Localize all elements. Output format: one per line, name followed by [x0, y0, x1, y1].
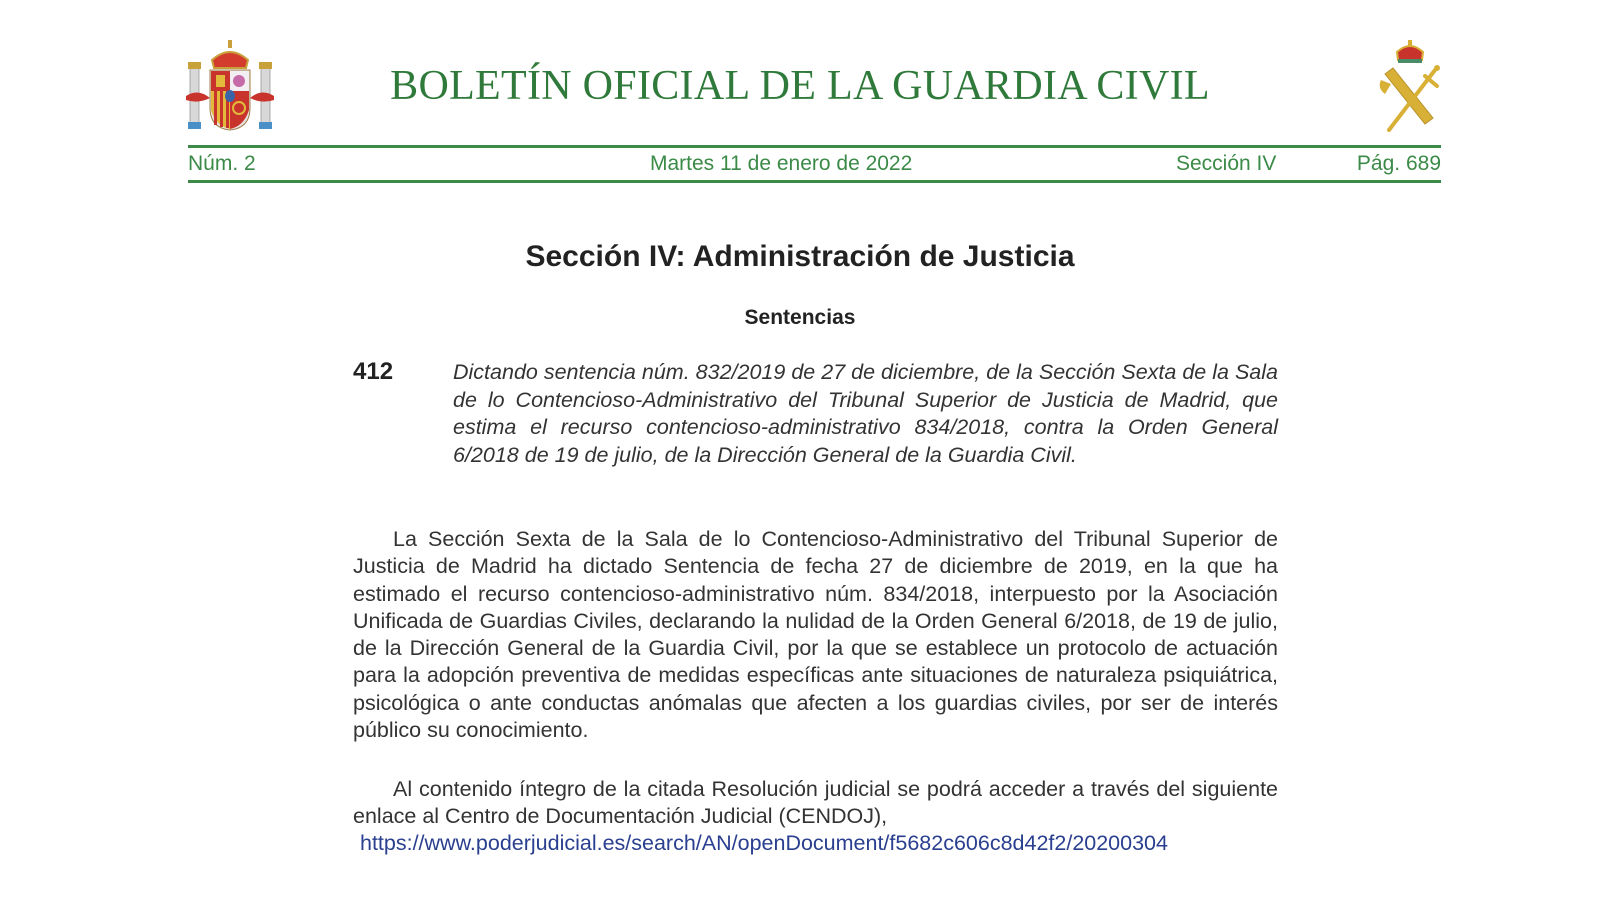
header-top-rule: [188, 145, 1441, 148]
entry-summary: Dictando sentencia núm. 832/2019 de 27 de diciembre, de la Sección Sexta de la Sala de lo Contencioso-Administrativo del Tribunal Superior de Justicia de Madrid, que estima el recurso contencioso-administrativo 834/2018, contra la Orden General 6/2018 de 19 de julio, de la Dirección General de la Guardia Civil.: [453, 360, 1278, 467]
cendoj-link[interactable]: https://www.poderjudicial.es/search/AN/openDocument/f5682c606c8d42f2/20200304: [360, 831, 1168, 855]
bulletin-meta-row: [188, 152, 1441, 178]
guardia-civil-emblem-icon: [1375, 40, 1445, 132]
paragraph-text: La Sección Sexta de la Sala de lo Contencioso-Administrativo del Tribunal Superior de Justicia de Madrid ha dictado Sentencia de fecha 27 de diciembre de 2019, en la que ha estimado el recurso contencioso-administrativo núm. 834/2018, interpuesto por la Asociación Unificada de Guardias Civiles, declarando la nulidad de la Orden General 6/2018, de 19 de julio, de la Dirección General de la Guardia Civil, por la que se establece un protocolo de actuación para la adopción preventiva de medidas específicas ante situaciones de naturaleza psiquiátrica, psicológica o ante conductas anómalas que afecten a los guardias civiles, por ser de interés público su conocimiento.: [353, 527, 1278, 743]
section-label: Sección IV: [1176, 152, 1277, 175]
paragraph-text: Al contenido íntegro de la citada Resolución judicial se podrá acceder a través del siguiente enlace al Centro de Documentación Judicial (CENDOJ),: [353, 777, 1278, 829]
section-title: Sección IV: Administración de Justicia: [525, 240, 1075, 273]
subsection-title: Sentencias: [744, 306, 856, 329]
spain-coat-of-arms-icon: [186, 38, 274, 134]
body-paragraph-1: [353, 526, 1278, 744]
bulletin-title: BOLETÍN OFICIAL DE LA GUARDIA CIVIL: [390, 63, 1210, 109]
body-paragraph-2: [353, 776, 1278, 831]
header-bottom-rule: [188, 180, 1441, 183]
page-number: Pág. 689: [1356, 152, 1441, 175]
issue-date: Martes 11 de enero de 2022: [650, 152, 913, 175]
issue-number: Núm. 2: [188, 152, 256, 175]
entry-number: 412: [353, 358, 394, 385]
bulletin-header: [0, 0, 1600, 190]
